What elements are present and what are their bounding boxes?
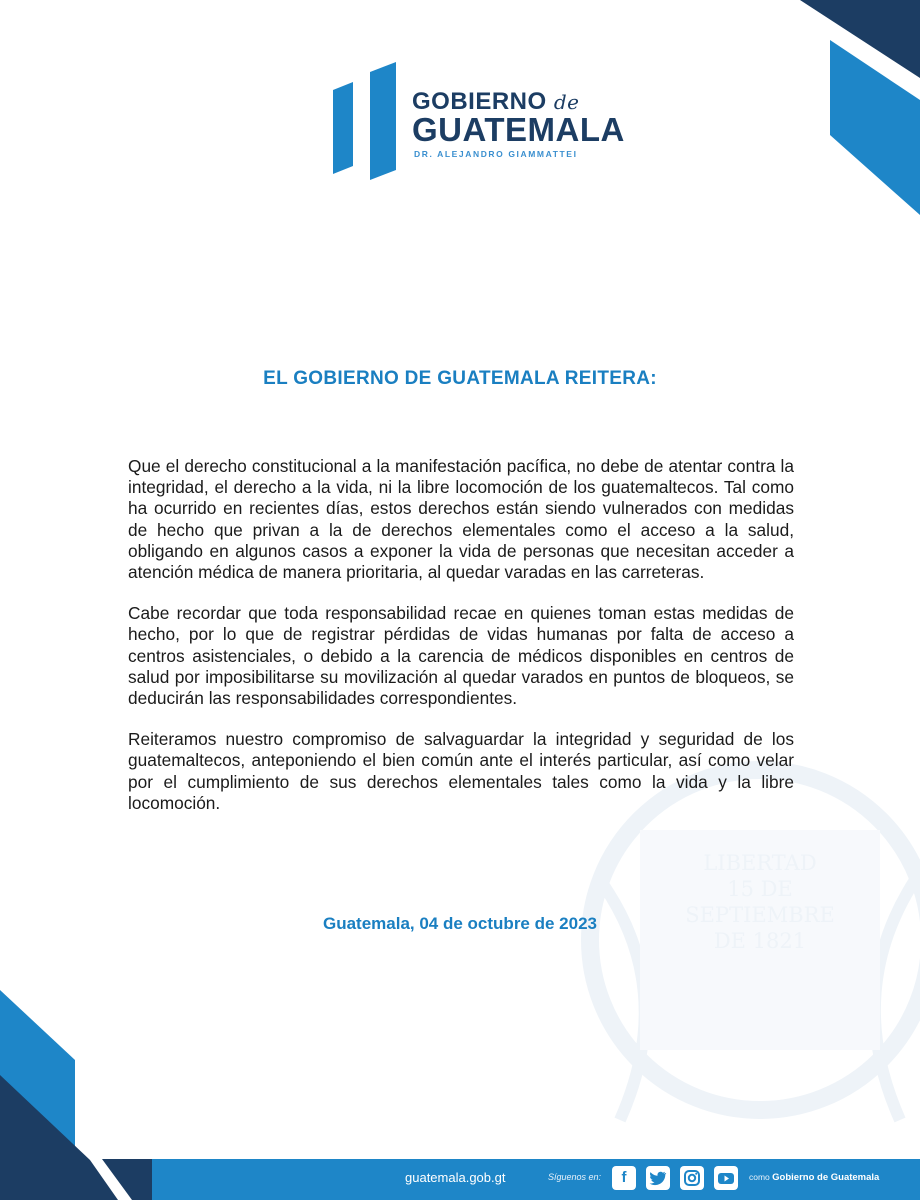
logo-marks-icon: [330, 62, 400, 184]
logo-president-name: DR. ALEJANDRO GIAMMATTEI: [414, 149, 578, 159]
facebook-icon[interactable]: f: [612, 1166, 636, 1190]
body-paragraph: Cabe recordar que toda responsabilidad recae en quienes toman estas medidas de hecho, por lo que de registrar pérdidas de vidas humanas por falta de acceso a centros asistenciales, o debido a la carencia de médicos disponibles en centros de salud por imposibilitarse su movilización al quedar varados en puntos de bloqueos, se deducirán las responsabilidades correspondientes.: [128, 603, 794, 709]
instagram-icon[interactable]: [680, 1166, 704, 1190]
watermark-text: [650, 850, 870, 954]
footer-social-handle: [749, 1172, 879, 1183]
document-body: [128, 456, 794, 834]
footer-handle-name: Gobierno de Guatemala: [772, 1172, 880, 1183]
document-heading: EL GOBIERNO DE GUATEMALA REITERA:: [263, 368, 657, 389]
footer-follow-label: Síguenos en:: [548, 1172, 602, 1182]
twitter-icon[interactable]: [646, 1166, 670, 1190]
logo-guatemala: GUATEMALA: [412, 111, 625, 148]
footer-como-prefix: como: [749, 1172, 770, 1182]
watermark-line: LIBERTAD: [703, 851, 817, 875]
watermark-line: DE 1821: [713, 929, 807, 953]
government-logo: [412, 90, 625, 159]
footer-website-link[interactable]: guatemala.gob.gt: [405, 1170, 506, 1185]
body-paragraph: Reiteramos nuestro compromiso de salvaguardar la integridad y seguridad de los guatemaltecos, anteponiendo el bien común ante el interés particular, así como velar por el cumplimiento de sus derechos elementales tales como la vida y la libre locomoción.: [128, 729, 794, 813]
logo-de-word: de: [553, 90, 580, 114]
watermark-line: 15 DE: [727, 877, 793, 901]
watermark-line: SEPTIEMBRE: [685, 903, 835, 927]
youtube-icon[interactable]: [714, 1166, 738, 1190]
document-date: Guatemala, 04 de octubre de 2023: [322, 914, 597, 933]
body-paragraph: Que el derecho constitucional a la manifestación pacífica, no debe de atentar contra la integridad, el derecho a la vida, ni la libre locomoción de los guatemaltecos. Tal como ha ocurrido en recientes días, estos derechos están siendo vulnerados con medidas de hecho que privan a la de derechos elementales como el acceso a la salud, obligando en algunos casos a exponer la vida de personas que necesitan acceder a atención médica de manera prioritaria, al quedar varadas en las carreteras.: [128, 456, 794, 583]
logo-gobierno-word: GOBIERNO: [412, 88, 547, 115]
